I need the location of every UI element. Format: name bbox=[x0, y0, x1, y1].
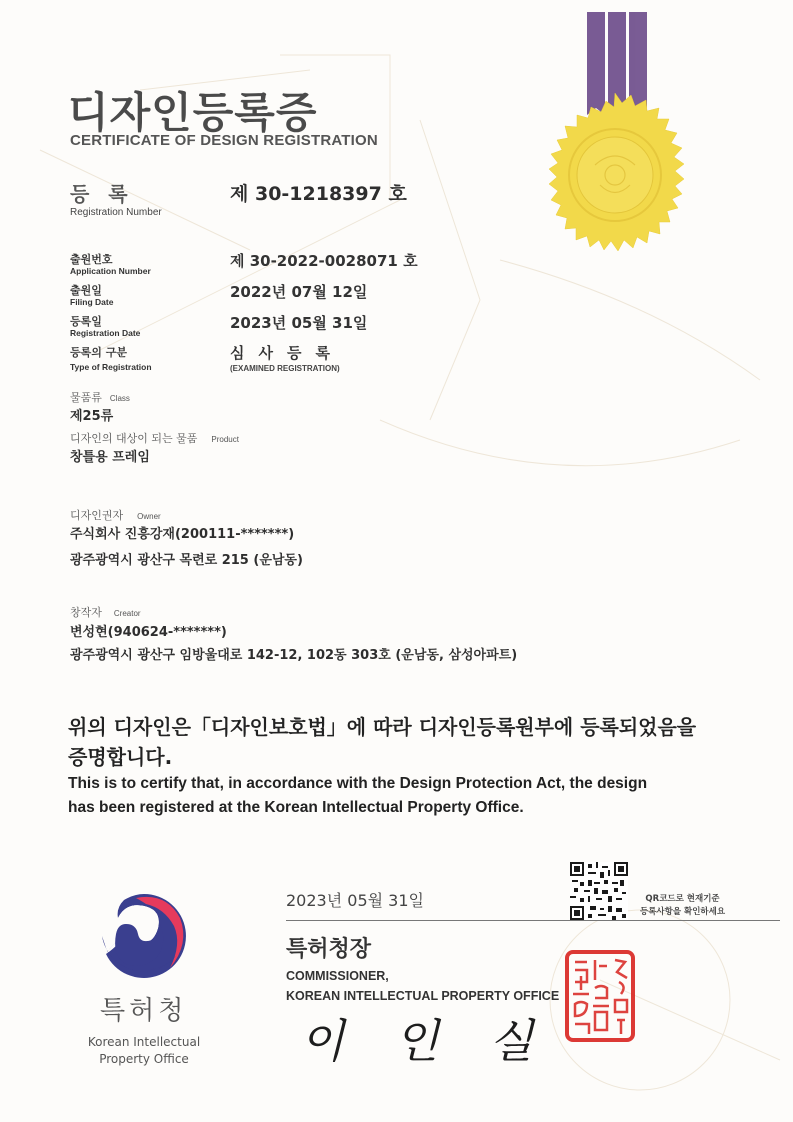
issue-date: 2023년 05월 31일 bbox=[286, 891, 424, 910]
owner-label-korean: 디자인권자 bbox=[70, 509, 124, 522]
owner-label bbox=[70, 504, 161, 523]
kipo-en-line1: Korean Intellectual bbox=[87, 1035, 201, 1049]
cert-en-line2: has been registered at the Korean Intellectual Property Office. bbox=[68, 799, 524, 816]
kipo-name-korean: 특허청 bbox=[100, 996, 188, 1026]
application-number-label: 출원번호 bbox=[70, 253, 113, 266]
product-label-english: Product bbox=[211, 435, 239, 444]
registration-label-english: Registration Number bbox=[70, 207, 162, 218]
kipo-taegeuk-logo-icon bbox=[96, 888, 192, 984]
creator-label-english: Creator bbox=[113, 609, 141, 618]
commissioner-title-korean: 특허청장 bbox=[286, 937, 372, 962]
owner-name: 주식회사 진흥강재(200111-*******) bbox=[70, 527, 295, 542]
class-label-english: Class bbox=[109, 394, 130, 403]
registration-date: 2023년 05월 31일 bbox=[230, 314, 368, 332]
filing-date-label-en: Filing Date bbox=[70, 297, 114, 307]
owner-label-english: Owner bbox=[137, 512, 161, 521]
owner-address: 광주광역시 광산구 목련로 215 (운남동) bbox=[70, 553, 303, 568]
filing-date: 2022년 07월 12일 bbox=[230, 283, 368, 301]
kipo-name-english bbox=[74, 1034, 214, 1068]
qr-caption bbox=[640, 893, 725, 919]
footer-divider bbox=[286, 920, 780, 921]
registration-type-en: (EXAMINED REGISTRATION) bbox=[230, 364, 340, 373]
class-label bbox=[70, 386, 130, 405]
qr-caption-line1: QR코드로 현재기준 bbox=[645, 894, 720, 904]
product-value: 창틀용 프레임 bbox=[70, 450, 150, 465]
creator-label-korean: 창작자 bbox=[70, 606, 102, 619]
registration-number: 제 30-1218397 호 bbox=[230, 183, 407, 205]
class-value: 제25류 bbox=[70, 409, 114, 424]
registration-type-label-en: Type of Registration bbox=[70, 362, 152, 372]
cert-ko-line1: 위의 디자인은「디자인보호법」에 따라 디자인등록원부에 등록되었음을 bbox=[68, 715, 697, 739]
product-label-korean: 디자인의 대상이 되는 물품 bbox=[70, 432, 198, 445]
kipo-en-line2: Property Office bbox=[99, 1052, 189, 1066]
commissioner-en-line2: KOREAN INTELLECTUAL PROPERTY OFFICE bbox=[286, 989, 560, 1003]
creator-address: 광주광역시 광산구 임방울대로 142-12, 102동 303호 (운남동, 삼성아파트) bbox=[70, 648, 518, 663]
certificate-title-korean: 디자인등록증 bbox=[68, 88, 318, 137]
registration-type: 심사등록 bbox=[230, 344, 344, 362]
cert-ko-line2: 증명합니다. bbox=[68, 745, 173, 769]
certificate-title-english: CERTIFICATE OF DESIGN REGISTRATION bbox=[70, 132, 378, 149]
registration-label-korean: 등 록 bbox=[70, 182, 134, 206]
commissioner-en-line1: COMMISSIONER, bbox=[286, 969, 389, 983]
qr-caption-line2: 등록사항을 확인하세요 bbox=[640, 907, 726, 917]
gold-seal-with-ribbon bbox=[515, 0, 715, 265]
filing-date-label: 출원일 bbox=[70, 284, 102, 297]
qr-code[interactable] bbox=[570, 862, 628, 920]
class-label-korean: 물품류 bbox=[70, 391, 102, 404]
application-number-label-en: Application Number bbox=[70, 266, 151, 276]
creator-label bbox=[70, 601, 141, 620]
registration-type-label: 등록의 구분 bbox=[70, 346, 127, 359]
application-number: 제 30-2022-0028071 호 bbox=[230, 252, 418, 270]
cert-en-line1: This is to certify that, in accordance with the Design Protection Act, the design bbox=[68, 775, 648, 792]
creator-name: 변성현(940624-*******) bbox=[70, 625, 227, 640]
commissioner-signature: 이인실 bbox=[300, 1014, 584, 1068]
product-label bbox=[70, 427, 239, 446]
registration-date-label: 등록일 bbox=[70, 315, 102, 328]
commissioner-title-english bbox=[286, 966, 559, 1006]
certification-statement-korean bbox=[68, 712, 696, 772]
certification-statement-english bbox=[68, 772, 647, 820]
registration-date-label-en: Registration Date bbox=[70, 328, 141, 338]
